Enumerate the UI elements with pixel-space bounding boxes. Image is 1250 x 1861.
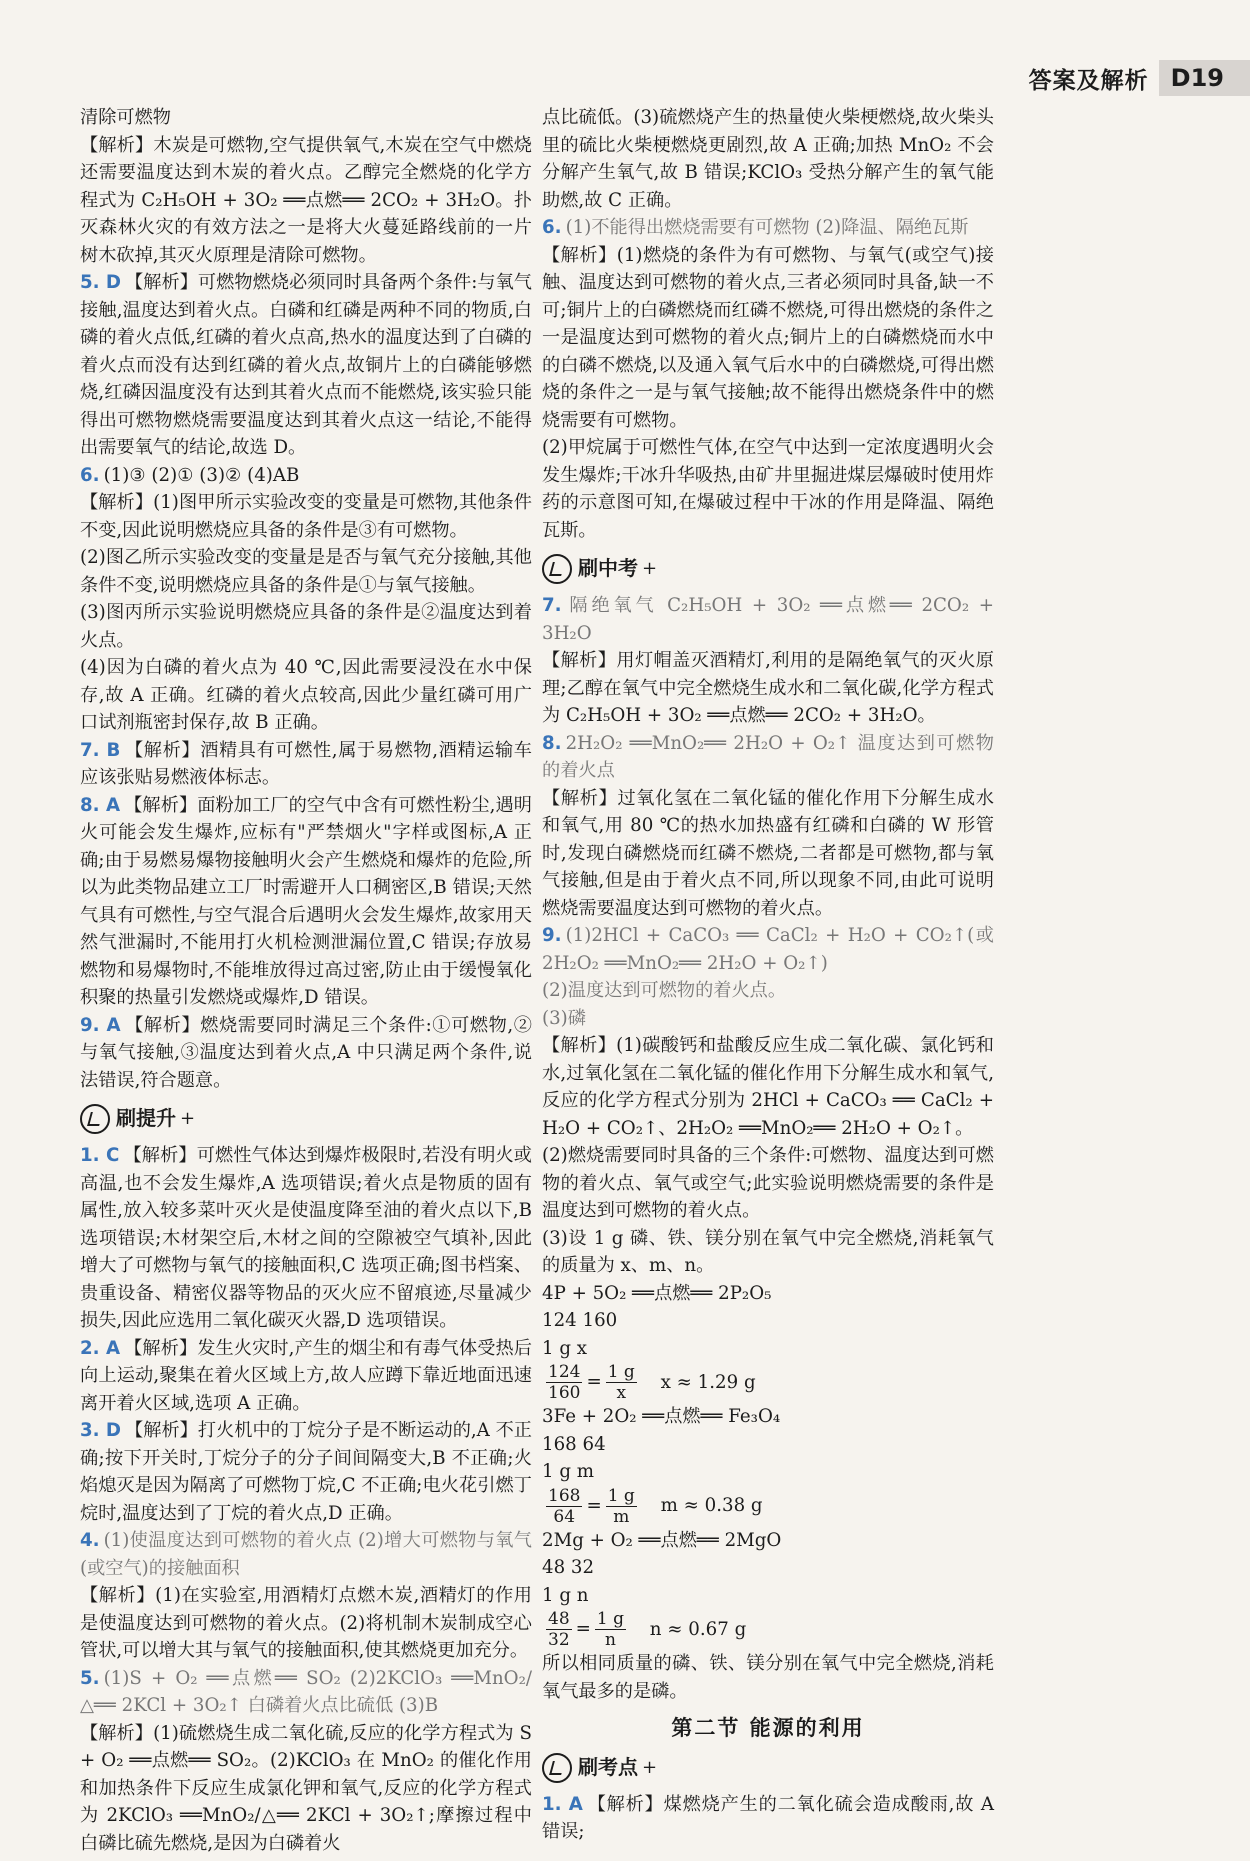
result: x ≈ 1.29 g	[660, 1371, 756, 1393]
question-9	[80, 1012, 532, 1095]
analysis-text: 【解析】(1)燃烧的条件为有可燃物、与氧气(或空气)接触、温度达到可燃物的着火点,三者必须同时具备,缺一不可;铜片上的白磷燃烧而红磷不燃烧,可得出燃烧的条件之一是温度达到可燃物的着火点;铜片上的白磷燃烧而水中的白磷不燃烧,以及通入氧气后水中的白磷燃烧,可得出燃烧的条件之一是与氧气接触;故不能得出燃烧条件中的燃烧需要有可燃物。	[542, 244, 994, 431]
page-number: D19	[1159, 60, 1250, 96]
analysis-text: 【解析】煤燃烧产生的二氧化硫会造成酸雨,故 A 错误;	[542, 1793, 994, 1842]
analysis-text: 【解析】(1)图甲所示实验改变的变量是可燃物,其他条件不变,因此说明燃烧应具备的条件是③有可燃物。	[80, 492, 532, 541]
analysis-text: (2)甲烷属于可燃性气体,在空气中达到一定浓度遇明火会发生爆炸;干冰升华吸热,由矿井里掘进煤层爆破时使用炸药的示意图可知,在爆破过程中干冰的作用是降温、隔绝瓦斯。	[542, 437, 994, 541]
question-number: 9. A	[80, 1014, 121, 1036]
analysis-text: (3)设 1 g 磷、铁、镁分别在氧气中完全燃烧,消耗氧气的质量为 x、m、n。	[542, 1227, 994, 1276]
question-4	[80, 1527, 532, 1582]
analysis-text: 【解析】木炭是可燃物,空气提供氧气,木炭在空气中燃烧还需要温度达到木炭的着火点。乙醇完全燃烧的化学方程式为 C₂H₅OH + 3O₂ ══点燃══ 2CO₂ + 3H₂O。扑灭森林火灾的有效方法之一是将大火蔓延路线前的一片树木砍掉,其灭火原理是清除可燃物。	[80, 134, 532, 266]
answer-text: (3)磷	[542, 1007, 586, 1029]
question-number: 9.	[542, 925, 562, 946]
question-number: 2. A	[80, 1337, 121, 1359]
question-number: 1. C	[80, 1145, 120, 1166]
analysis-text: 【解析】发生火灾时,产生的烟尘和有毒气体受热后向上运动,聚集在着火区域上方,故人应蹲下靠近地面迅速离开着火区域,选项 A 正确。	[80, 1337, 532, 1414]
question-5b	[80, 1665, 532, 1720]
analysis-text: 【解析】打火机中的丁烷分子是不断运动的,A 不正确;按下开关时,丁烷分子的分子间间隔变大,B 不正确;火焰熄灭是因为隔离了可燃物丁烷,C 不正确;电火花引燃丁烷时,温度达到了丁烷的着火点,D 正确。	[80, 1420, 532, 1524]
fraction: $\frac{124}{160}$	[548, 1362, 581, 1403]
section-heading-improve	[80, 1102, 532, 1136]
analysis-text: 【解析】用灯帽盖灭酒精灯,利用的是隔绝氧气的灭火原理;乙醇在氧气中完全燃烧生成水和二氧化碳,化学方程式为 C₂H₅OH + 3O₂ ══点燃══ 2CO₂ + 3H₂O。	[542, 650, 994, 726]
equation: 4P + 5O₂ ══点燃══ 2P₂O₅	[542, 1282, 772, 1304]
proportion: $\frac{168}{64}$ = $\frac{1 g}{m}$ m ≈ 0.38 g	[548, 1485, 763, 1527]
brush-badge-icon	[80, 1104, 110, 1134]
analysis-text: (4)因为白磷的着火点为 40 ℃,因此需要浸没在水中保存,故 A 正确。红磷的着火点较高,因此少量红磷可用广口试剂瓶密封保存,故 B 正确。	[80, 657, 532, 733]
analysis-text: 【解析】过氧化氢在二氧化锰的催化作用下分解生成水和氧气,用 80 ℃的热水加热盛有红磷和白磷的 W 形管时,发现白磷燃烧而红磷不燃烧,二者都是可燃物,都与氧气接触,但是由于着火点不同,所以现象不同,由此可说明燃烧需要温度达到可燃物的着火点。	[542, 787, 994, 919]
question-7	[542, 592, 994, 647]
section-heading-points	[542, 1751, 994, 1785]
plus-icon: +	[642, 1756, 658, 1778]
conclusion-text: 所以相同质量的磷、铁、镁分别在氧气中完全燃烧,消耗氧气最多的是磷。	[542, 1653, 994, 1702]
left-column	[80, 104, 532, 1857]
answer-line: 清除可燃物	[80, 107, 171, 128]
brush-badge-icon	[542, 554, 572, 584]
answer-text: (1)③ (2)① (3)② (4)AB	[103, 464, 300, 486]
answer-text: (1)使温度达到可燃物的着火点 (2)增大可燃物与氧气(或空气)的接触面积	[80, 1530, 532, 1579]
question-number: 8.	[542, 732, 562, 754]
fraction: $\frac{1 g}{m}$	[607, 1485, 635, 1527]
answer-text: (1)不能得出燃烧需要有可燃物 (2)降温、隔绝瓦斯	[565, 217, 969, 238]
equation: 3Fe + 2O₂ ══点燃══ Fe₃O₄	[542, 1406, 781, 1427]
answer-text: 隔绝氧气 C₂H₅OH + 3O₂ ══点燃══ 2CO₂ + 3H₂O	[542, 595, 994, 644]
result: n ≈ 0.67 g	[649, 1618, 747, 1640]
calculation-phosphorus	[542, 1280, 994, 1404]
answer-text: (1)S + O₂ ══点燃══ SO₂ (2)2KClO₃ ══MnO₂/△══ 2KCl + 3O₂↑ 白磷着火点比硫低 (3)B	[80, 1667, 532, 1716]
analysis-text: 【解析】面粉加工厂的空气中含有可燃性粉尘,遇明火可能会发生爆炸,应标有"严禁烟火"字样或图标,A 正确;由于易燃易爆物接触明火会产生燃烧和爆炸的危险,所以为此类物品建立工厂时需避开人口稠密区,B 错误;天然气具有可燃性,与空气混合后遇明火会发生爆炸,故家用天然气泄漏时,不能用打火机检测泄漏位置,C 错误;存放易燃物和易爆物时,不能堆放得过高过密,防止由于缓慢氧化积聚的热量引发燃烧或爆炸,D 错误。	[80, 794, 532, 1008]
masses: 1 g x	[542, 1337, 588, 1359]
calculation-magnesium	[542, 1527, 994, 1651]
question-number: 5. D	[80, 272, 122, 293]
section-label: 刷考点	[578, 1754, 638, 1779]
result: m ≈ 0.38 g	[660, 1495, 763, 1516]
analysis-text: 【解析】(1)在实验室,用酒精灯点燃木炭,酒精灯的作用是使温度达到可燃物的着火点。(2)将机制木炭制成空心管状,可以增大其与氧气的接触面积,使其燃烧更加充分。	[80, 1585, 532, 1661]
question-number: 6.	[80, 464, 100, 486]
molar-masses: 124 160	[542, 1310, 618, 1331]
analysis-text: (2)图乙所示实验改变的变量是是否与氧气充分接触,其他条件不变,说明燃烧应具备的条件是①与氧气接触。	[80, 547, 532, 596]
analysis-text: (3)图丙所示实验说明燃烧应具备的条件是②温度达到着火点。	[80, 602, 532, 651]
right-column	[542, 104, 994, 1846]
question-number: 1. A	[542, 1793, 583, 1815]
chapter-title: 第二节 能源的利用	[671, 1716, 865, 1740]
analysis-text: 【解析】(1)硫燃烧生成二氧化硫,反应的化学方程式为 S + O₂ ══点燃══ SO₂。(2)KClO₃ 在 MnO₂ 的催化作用和加热条件下反应生成氯化钾和氧气,反应的化学方程式为 2KClO₃ ══MnO₂/△══ 2KCl + 3O₂↑;摩擦过程中白磷比硫先燃烧,是因为白磷着火	[80, 1722, 532, 1854]
question-9	[542, 922, 994, 977]
molar-masses: 168 64	[542, 1433, 606, 1455]
equation: 2Mg + O₂ ══点燃══ 2MgO	[542, 1529, 782, 1551]
fraction: $\frac{168}{64}$	[548, 1485, 581, 1527]
analysis-text: 【解析】(1)碳酸钙和盐酸反应生成二氧化碳、氯化钙和水,过氧化氢在二氧化锰的催化作用下分解生成水和氧气,反应的化学方程式分别为 2HCl + CaCO₃ ══ CaCl₂ + H₂O + CO₂↑、2H₂O₂ ══MnO₂══ 2H₂O + O₂↑。	[542, 1035, 994, 1139]
plus-icon: +	[180, 1108, 196, 1130]
brush-badge-icon	[542, 1753, 572, 1783]
question-number: 7. B	[80, 739, 121, 761]
question-number: 6.	[542, 217, 562, 238]
answer-text: 2H₂O₂ ══MnO₂══ 2H₂O + O₂↑ 温度达到可燃物的着火点	[542, 732, 994, 781]
analysis-text: 点比硫低。(3)硫燃烧产生的热量使火柴梗燃烧,故火柴头里的硫比火柴梗燃烧更剧烈,故 A 正确;加热 MnO₂ 不会分解产生氧气,故 B 错误;KClO₃ 受热分解产生的氧气能助燃,故 C 正确。	[542, 107, 994, 211]
question-number: 3. D	[80, 1420, 122, 1441]
header-title: 答案及解析	[1028, 67, 1149, 94]
section-heading-exam	[542, 552, 994, 586]
question-3	[80, 1417, 532, 1527]
question-8	[80, 792, 532, 1012]
section-label: 刷中考	[578, 556, 638, 581]
calculation-iron	[542, 1403, 994, 1527]
analysis-text: 【解析】可燃物燃烧必须同时具备两个条件:与氧气接触,温度达到着火点。白磷和红磷是两种不同的物质,白磷的着火点低,红磷的着火点高,热水的温度达到了白磷的着火点而没有达到红磷的着火点,故铜片上的白磷能够燃烧,红磷因温度没有达到其着火点而不能燃烧,该实验只能得出可燃物燃烧需要温度达到其着火点这一结论,不能得出需要氧气的结论,故选 D。	[80, 272, 532, 458]
analysis-text: 【解析】酒精具有可燃性,属于易燃物,酒精运输车应该张贴易燃液体标志。	[80, 739, 532, 788]
analysis-text: (2)燃烧需要同时具备的三个条件:可燃物、温度达到可燃物的着火点、氧气或空气;此实验说明燃烧需要的条件是温度达到可燃物的着火点。	[542, 1145, 994, 1221]
question-number: 7.	[542, 595, 562, 616]
masses: 1 g n	[542, 1584, 589, 1606]
question-1	[542, 1791, 994, 1846]
proportion: $\frac{48}{32}$ = $\frac{1 g}{n}$ n ≈ 0.67 g	[548, 1609, 747, 1650]
question-5	[80, 269, 532, 462]
question-2	[80, 1335, 532, 1418]
page-header	[850, 58, 1250, 98]
question-7	[80, 737, 532, 792]
question-number: 8. A	[80, 794, 121, 816]
fraction: $\frac{1 g}{n}$	[596, 1609, 624, 1650]
analysis-text: 【解析】可燃性气体达到爆炸极限时,若没有明火或高温,也不会发生爆炸,A 选项错误;着火点是物质的固有属性,放入较多菜叶灭火是使温度降至油的着火点以下,B 选项错误;木材架空后,木材之间的空隙被空气填补,因此增大了可燃物与氧气的接触面积,C 选项正确;图书档案、贵重设备、精密仪器等物品的灭火应不留痕迹,尽量减少损失,因此应选用二氧化碳灭火器,D 选项错误。	[80, 1145, 532, 1331]
section-label: 刷提升	[116, 1106, 176, 1131]
question-6	[542, 214, 994, 242]
question-1	[80, 1142, 532, 1335]
question-8	[542, 730, 994, 785]
fraction: $\frac{1 g}{x}$	[607, 1362, 635, 1403]
fraction: $\frac{48}{32}$	[548, 1609, 570, 1650]
answer-text: (2)温度达到可燃物的着火点。	[542, 980, 787, 1001]
question-number: 5.	[80, 1667, 100, 1689]
plus-icon: +	[642, 558, 658, 580]
question-number: 4.	[80, 1530, 100, 1551]
answer-text: (1)2HCl + CaCO₃ ══ CaCl₂ + H₂O + CO₂↑(或 2H₂O₂ ══MnO₂══ 2H₂O + O₂↑)	[542, 925, 994, 974]
question-6	[80, 462, 532, 490]
molar-masses: 48 32	[542, 1557, 595, 1578]
proportion: $\frac{124}{160}$ = $\frac{1 g}{x}$ x ≈ 1.29 g	[548, 1362, 756, 1403]
masses: 1 g m	[542, 1461, 595, 1482]
analysis-text: 【解析】燃烧需要同时满足三个条件:①可燃物,②与氧气接触,③温度达到着火点,A 中只满足两个条件,说法错误,符合题意。	[80, 1014, 532, 1091]
